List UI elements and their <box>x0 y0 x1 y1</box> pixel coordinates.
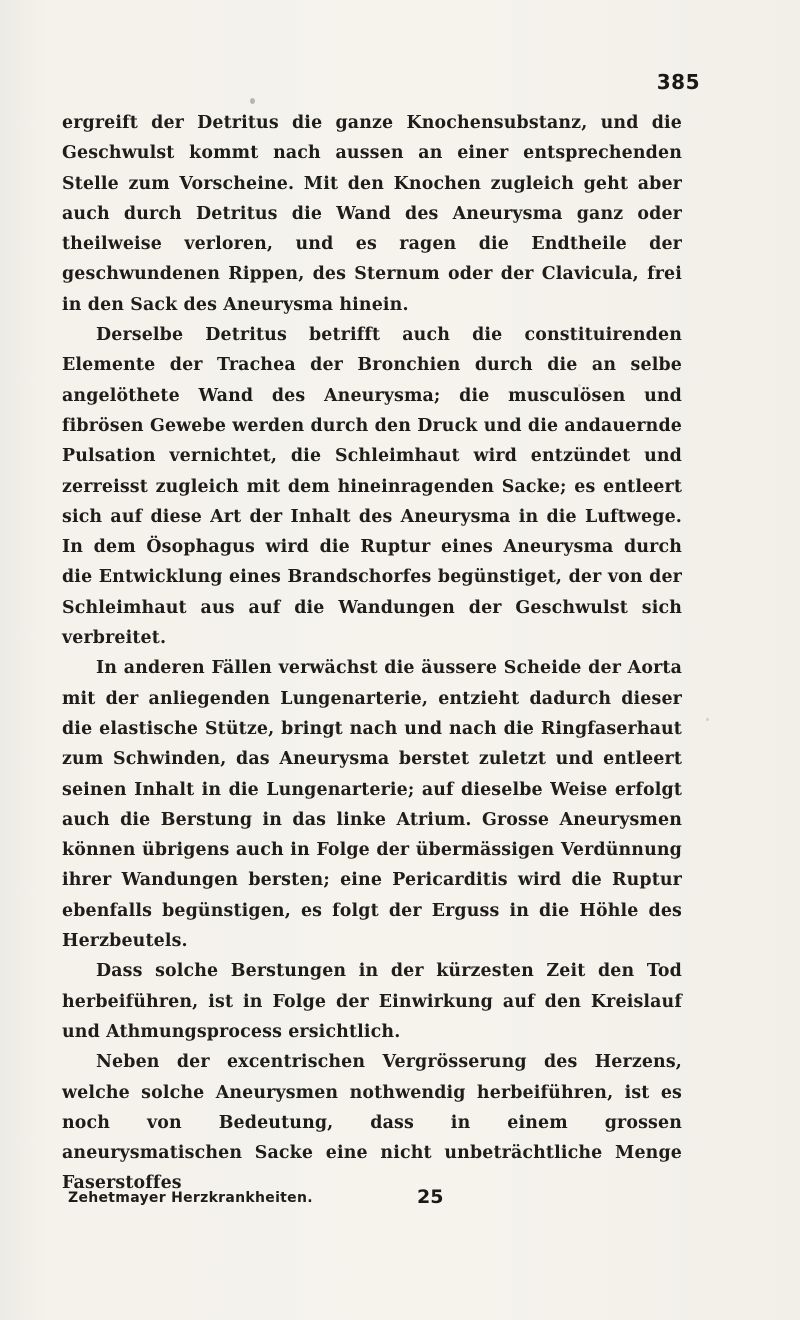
signature-mark: 25 <box>417 1186 444 1208</box>
paragraph: Dass solche Berstungen in der kürzesten Zeit den Tod herbeiführen, ist in Folge der Einwirkung auf den Kreislauf und Athmungsprocess ersichtlich. <box>62 961 682 1042</box>
body-text <box>62 108 682 1199</box>
paragraph: Neben der excentrischen Vergrösserung des Herzens, welche solche Aneurysmen nothwendig herbeiführen, ist es noch von Bedeutung, dass in einem grossen aneurysmatischen Sacke eine nicht unbeträchtliche Menge Faserstoffes <box>62 1052 682 1194</box>
ink-speck <box>706 718 709 721</box>
paragraph: ergreift der Detritus die ganze Knochensubstanz, und die Geschwulst kommt nach aussen an einer entsprechenden Stelle zum Vorscheine. Mit den Knochen zugleich geht aber auch durch Detritus die Wand des Aneurysma ganz oder theilweise verloren, und es ragen die Endtheile der geschwundenen Rippen, des Sternum oder der Clavicula, frei in den Sack des Aneurysma hinein. <box>62 113 682 315</box>
page-number: 385 <box>656 70 700 94</box>
ink-speck <box>250 98 255 104</box>
paragraph: In anderen Fällen verwächst die äussere Scheide der Aorta mit der anliegenden Lungenarterie, entzieht dadurch dieser die elastische Stütze, bringt nach und nach die Ringfaserhaut zum Schwinden, das Aneurysma berstet zuletzt und entleert seinen Inhalt in die Lungenarterie; auf dieselbe Weise erfolgt auch die Berstung in das linke Atrium. Grosse Aneurysmen können übrigens auch in Folge der übermässigen Verdünnung ihrer Wandungen bersten; eine Pericarditis wird die Ruptur ebenfalls begünstigen, es folgt der Erguss in die Höhle des Herzbeutels. <box>62 658 682 952</box>
running-title: Zehetmayer Herzkrankheiten. <box>68 1190 313 1206</box>
paragraph: Derselbe Detritus betrifft auch die constituirenden Elemente der Trachea der Bronchien durch die an selbe angelöthete Wand des Aneurysma; die musculösen und fibrösen Gewebe werden durch den Druck und die andauernde Pulsation vernichtet, die Schleimhaut wird entzündet und zerreisst zugleich mit dem hineinragenden Sacke; es entleert sich auf diese Art der Inhalt des Aneurysma in die Luftwege. In dem Ösophagus wird die Ruptur eines Aneurysma durch die Entwicklung eines Brandschorfes begünstiget, der von der Schleimhaut aus auf die Wandungen der Geschwulst sich verbreitet. <box>62 325 682 649</box>
page-footer <box>62 1188 682 1218</box>
